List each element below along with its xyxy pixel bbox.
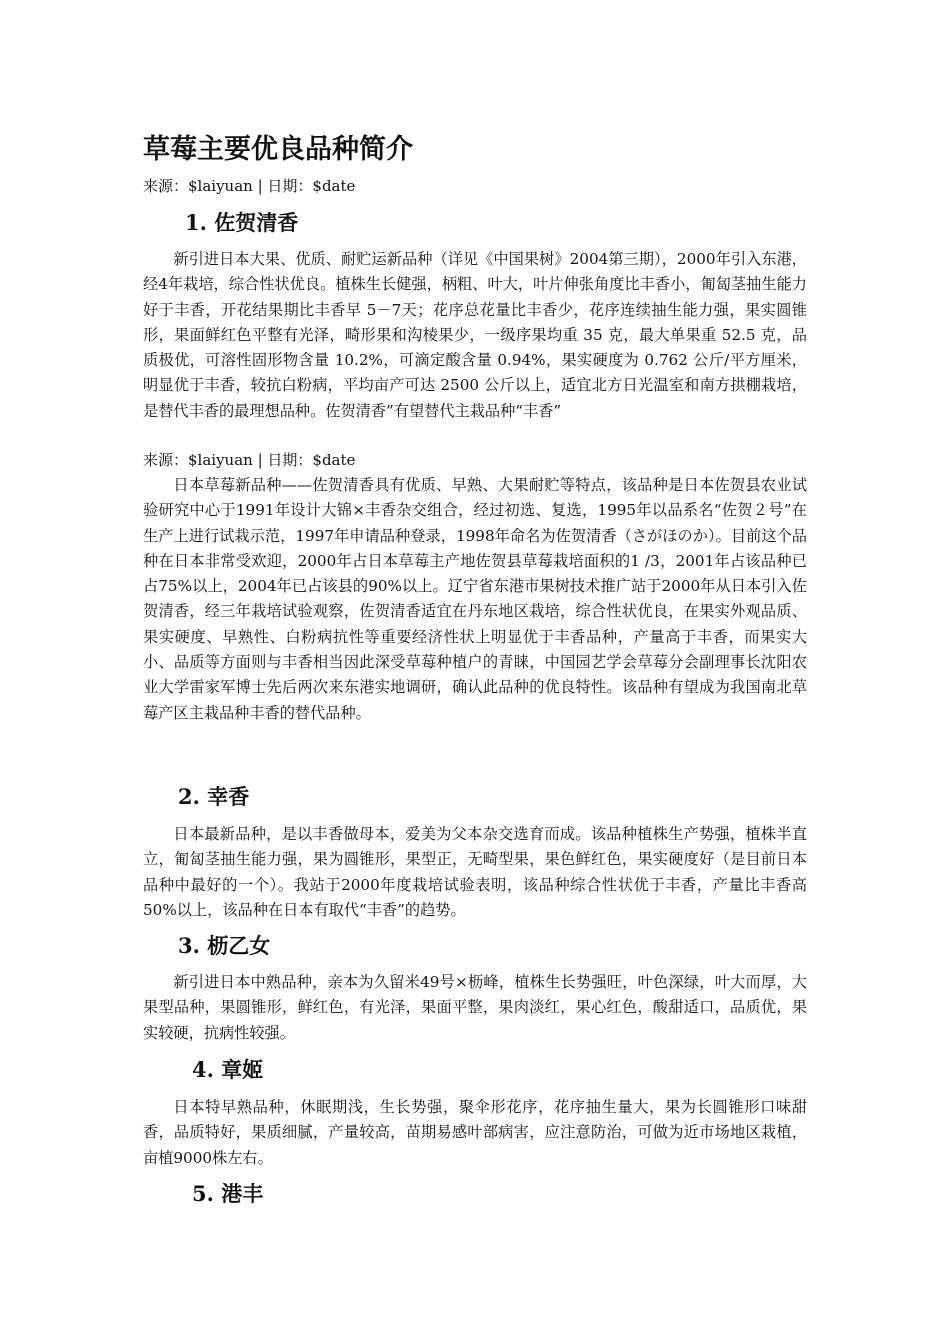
- section-heading-1: 1. 佐贺清香: [185, 210, 299, 235]
- section-heading-3: 3. 枥乙女: [178, 933, 271, 958]
- page-title: 草莓主要优良品种简介: [143, 134, 413, 165]
- section-3-paragraph-1: 新引进日本中熟品种，亲本为久留米49号×枥峰，植株生长势强旺，叶色深绿，叶大而厚，大果型品种，果圆锥形，鲜红色，有光泽，果面平整，果肉淡红，果心红色，酸甜适口，品质优，果实较硬，抗病性较强。: [143, 973, 807, 1042]
- section-4-paragraph-1: 日本特早熟品种，休眠期浅，生长势强，聚伞形花序，花序抽生量大，果为长圆锥形口味甜香，品质特好，果质细腻，产量较高，苗期易感叶部病害，应注意防治，可做为近市场地区栽植，亩植9000株左右。: [143, 1098, 807, 1167]
- section-1-paragraph-2: 日本草莓新品种——佐贺清香具有优质、早熟、大果耐贮等特点，该品种是日本佐贺县农业试验研究中心于1991年设计大锦×丰香杂交组合，经过初选、复选，1995年以品系名“佐贺２号”在生产上进行试栽示范，1997年申请品种登录，1998年命名为佐贺清香（さがほのか）。目前这个品种在日本非常受欢迎，2000年占日本草莓主产地佐贺县草莓栽培面积的1 /3，2001年占该品种已占75%以上，2004年已占该县的90%以上。辽宁省东港市果树技术推广站于2000年从日本引入佐贺清香，经三年栽培试验观察，佐贺清香适宜在丹东地区栽培，综合性状优良，在果实外观品质、果实硬度、早熟性、白粉病抗性等重要经济性状上明显优于丰香品种，产量高于丰香，而果实大小、品质等方面则与丰香相当因此深受草莓种植户的青睐，中国园艺学会草莓分会副理事长沈阳农业大学雷家军博士先后两次来东港实地调研，确认此品种的优良特性。该品种有望成为我国南北草莓产区主栽品种丰香的替代品种。: [143, 476, 807, 722]
- source-date-line-2: 来源：$laiyuan | 日期：$date: [143, 451, 356, 469]
- section-heading-4: 4. 章姬: [192, 1057, 264, 1082]
- section-heading-2: 2. 幸香: [178, 784, 250, 809]
- section-2-paragraph-1: 日本最新品种，是以丰香做母本，爱美为父本杂交选育而成。该品种植株生产势强，植株半直立，匍匐茎抽生能力强，果为圆锥形，果型正，无畸型果，果色鲜红色，果实硬度好（是目前日本品种中最好的一个）。我站于2000年度栽培试验表明，该品种综合性状优于丰香，产量比丰香高50%以上，该品种在日本有取代“丰香”的趋势。: [143, 825, 807, 919]
- section-heading-5: 5. 港丰: [192, 1181, 264, 1206]
- section-1-paragraph-1: 新引进日本大果、优质、耐贮运新品种（详见《中国果树》2004第三期），2000年引入东港，经4年栽培，综合性状优良。植株生长健强，柄粗、叶大，叶片伸张角度比丰香小，匍匐茎抽生能力好于丰香，开花结果期比丰香早 5－7天；花序总花量比丰香少，花序连续抽生能力强，果实圆锥形，果面鲜红色平整有光泽，畸形果和沟棱果少，一级序果均重 35 克，最大单果重 52.5 克，品质极优，可溶性固形物含量 10.2%，可滴定酸含量 0.94%，果实硬度为 0.762 公斤/平方厘米，明显优于丰香，较抗白粉病，平均亩产可达 2500 公斤以上，适宜北方日光温室和南方拱棚栽培，是替代丰香的最理想品种。佐贺清香”有望替代主栽品种“丰香”: [143, 250, 807, 420]
- source-date-line: 来源：$laiyuan | 日期：$date: [143, 177, 356, 195]
